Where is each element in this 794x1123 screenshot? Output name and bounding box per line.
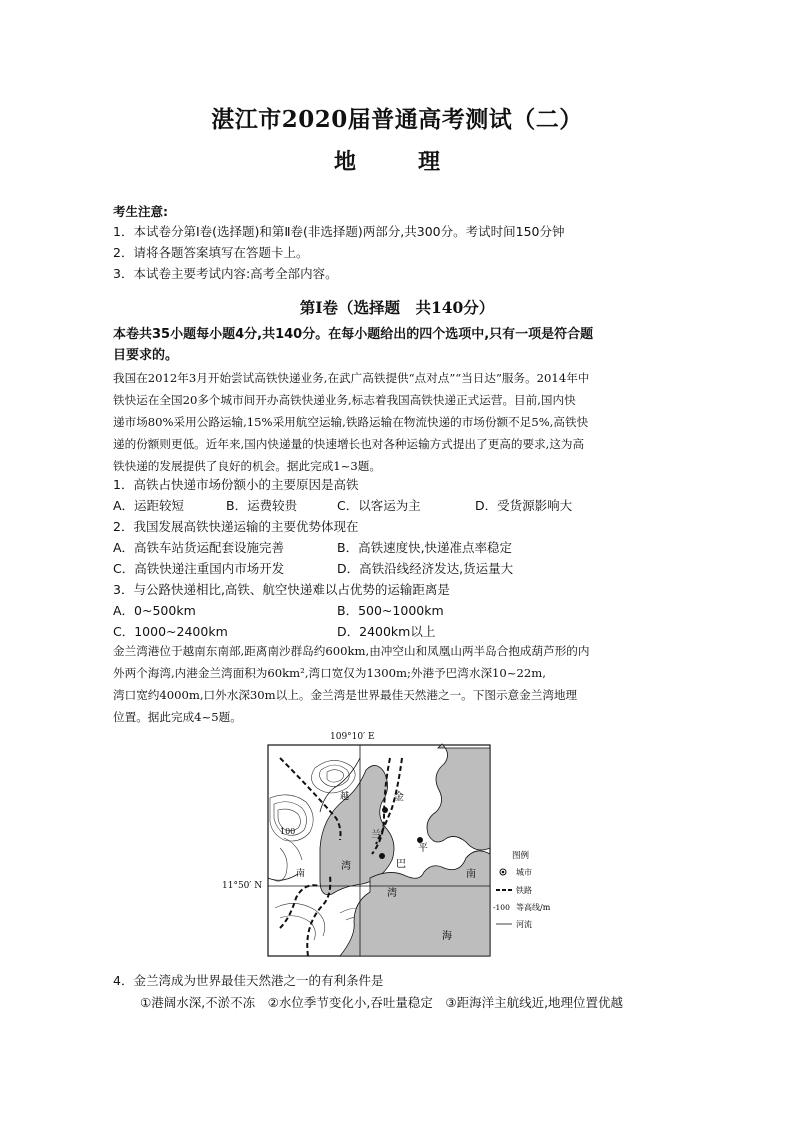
question-options-line: ①港阔水深,不淤不冻 ②水位季节变化小,吞吐量稳定 ③距海洋主航线近,地理位置优越 <box>140 995 624 1010</box>
option-d: D．受货源影响大 <box>475 498 573 513</box>
notice-item: 3．本试卷主要考试内容:高考全部内容。 <box>113 266 338 281</box>
option-a: A．0~500km <box>113 603 196 618</box>
passage-line: 递市场80%采用公路运输,15%采用航空运输,铁路运输在物流快递的市场份额不足5%,高铁快 <box>113 415 589 429</box>
question-stem: 1．高铁占快递市场份额小的主要原因是高铁 <box>113 477 359 492</box>
passage-line: 位置。据此完成4~5题。 <box>113 710 242 724</box>
label-ping: 平 <box>418 843 428 854</box>
label-lan: 兰 <box>371 830 381 841</box>
notice-item: 1．本试卷分第Ⅰ卷(选择题)和第Ⅱ卷(非选择题)两部分,共300分。考试时间150分钟 <box>113 224 565 239</box>
label-yue: 越 <box>340 792 350 802</box>
passage-line: 外两个海湾,内港金兰湾面积为60km²,湾口宽仅为1300m;外港予巴湾水深10~22m, <box>113 666 546 680</box>
passage-line: 铁快运在全国20多个城市间开办高铁快递业务,标志着我国高铁快递正式运营。目前,国内快 <box>113 393 576 407</box>
section-instruction: 本卷共35小题每小题4分,共140分。在每小题给出的四个选项中,只有一项是符合题 <box>113 327 594 342</box>
passage-line: 金兰湾港位于越南东南部,距离南沙群岛约600km,由冲空山和凤凰山两半岛合抱成葫芦形的内 <box>113 644 590 658</box>
option-b: B．500~1000km <box>337 603 444 618</box>
option-a: A．高铁车站货运配套设施完善 <box>113 540 285 555</box>
passage-line: 铁快递的发展提供了良好的机会。据此完成1~3题。 <box>113 459 381 473</box>
label-wan: 湾 <box>341 861 351 872</box>
option-c: C．高铁快递注重国内市场开发 <box>113 561 285 576</box>
legend-city: 城市 <box>516 868 532 877</box>
label-nan-right: 南 <box>466 869 476 880</box>
legend-river: 河流 <box>516 920 532 929</box>
legend-railway: 铁路 <box>516 886 532 895</box>
exam-title: 湛江市2020届普通高考测试（二） <box>211 106 583 133</box>
label-wan2: 湾 <box>387 888 397 899</box>
label-jin: 金 <box>394 792 404 803</box>
longitude-label: 109°10′ E <box>330 732 375 742</box>
label-ba: 巴 <box>396 859 406 870</box>
option-b: B．运费较贵 <box>226 498 298 513</box>
passage-line: 我国在2012年3月开始尝试高铁快递业务,在武广高铁提供“点对点”“当日达”服务。2014年中 <box>113 371 590 385</box>
legend-contour-sample: -100 <box>493 903 510 912</box>
map-legend <box>493 850 551 929</box>
contour-value-label: 100 <box>280 827 296 836</box>
question-stem: 2．我国发展高铁快递运输的主要优势体现在 <box>113 519 359 534</box>
passage-line: 湾口宽约4000m,口外水深30m以上。金兰湾是世界最佳天然港之一。下图示意金兰湾地理 <box>113 688 578 702</box>
passage-line: 递的份额则更低。近年来,国内快递量的快速增长也对各种运输方式提出了更高的要求,这为高 <box>113 437 585 451</box>
option-d: D．2400km以上 <box>337 624 436 639</box>
notice-heading: 考生注意: <box>113 204 168 219</box>
label-hai: 海 <box>442 931 452 942</box>
label-nan-left: 南 <box>296 869 306 879</box>
subject-title: 地 理 <box>333 149 460 175</box>
legend-contour: 等高线/m <box>516 903 551 912</box>
option-c: C．1000~2400km <box>113 624 228 639</box>
latitude-label: 11°50′ N <box>222 881 263 891</box>
notice-item: 2．请将各题答案填写在答题卡上。 <box>113 245 309 260</box>
option-a: A．运距较短 <box>113 498 185 513</box>
cam-ranh-bay-map <box>220 728 570 958</box>
question-stem: 3．与公路快递相比,高铁、航空快递难以占优势的运输距离是 <box>113 582 450 597</box>
option-b: B．高铁速度快,快递准点率稳定 <box>337 540 513 555</box>
option-d: D．高铁沿线经济发达,货运量大 <box>337 561 514 576</box>
question-stem: 4．金兰湾成为世界最佳天然港之一的有利条件是 <box>113 973 384 988</box>
section-instruction: 目要求的。 <box>113 348 179 363</box>
legend-title: 图例 <box>512 851 530 861</box>
section-title: 第Ⅰ卷（选择题 共140分） <box>299 298 495 317</box>
option-c: C．以客运为主 <box>337 498 421 513</box>
